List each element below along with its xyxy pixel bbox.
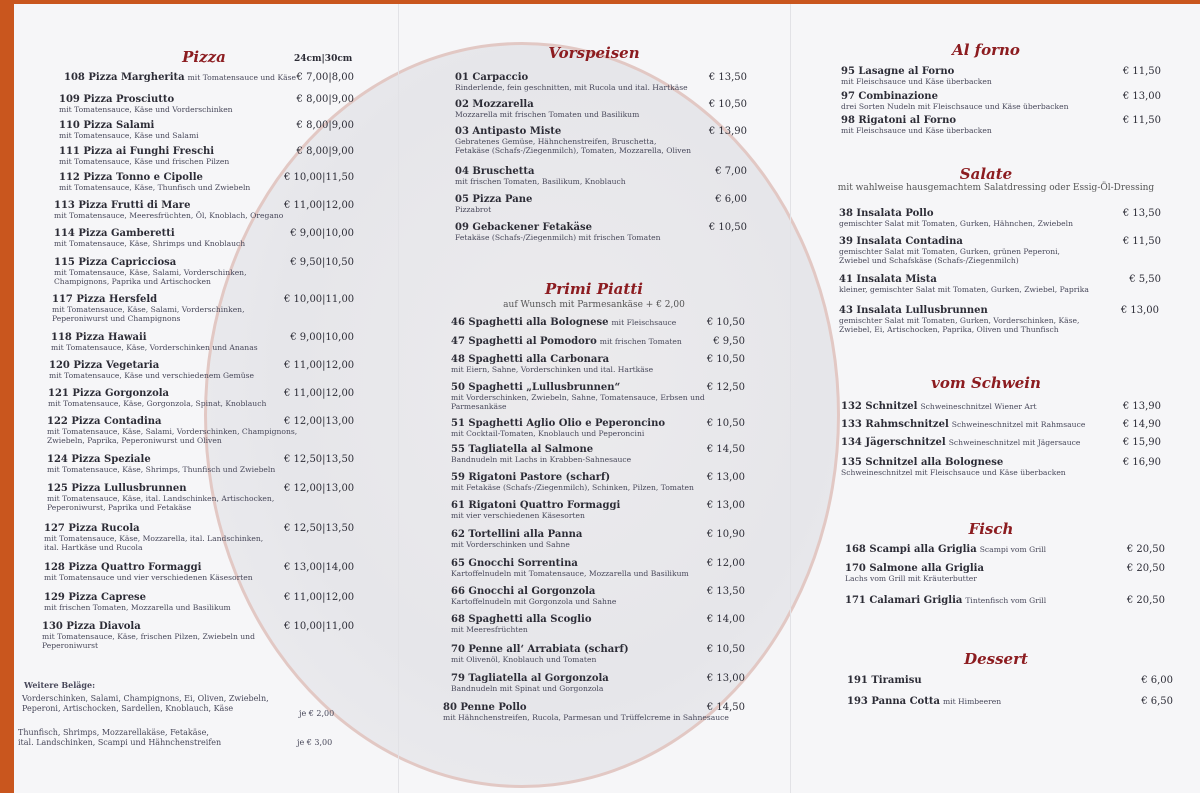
item-price: € 13,00|14,00 bbox=[284, 562, 355, 573]
item-name: 66 Gnocchi al Gorgonzola bbox=[451, 586, 596, 597]
item-name: 62 Tortellini alla Panna bbox=[451, 529, 583, 540]
item-price: € 13,00 bbox=[1122, 91, 1161, 102]
extras-group1-text: Vorderschinken, Salami, Champignons, Ei, Oliven, Zwiebeln, Peperoni, Artischocken, Sardellen, Knoblauch, Käse bbox=[22, 694, 269, 713]
item-description: mit Vorderschinken, Zwiebeln, Sahne, Tomatensauce, Erbsen und Parmesankäse bbox=[451, 393, 705, 411]
item-description: mit Tomatensauce, Käse, Mozzarella, ital. Landschinken, ital. Hartkäse und Rucola bbox=[44, 534, 264, 552]
item-price: € 8,00|9,00 bbox=[296, 94, 354, 105]
item-description: mit Cocktail-Tomaten, Knoblauch und Peperoncini bbox=[451, 429, 645, 438]
item-price: € 6,50 bbox=[1141, 696, 1173, 707]
vorspeisen-title: Vorspeisen bbox=[548, 44, 640, 62]
salate-subtitle: mit wahlweise hausgemachtem Salatdressing oder Essig-Öl-Dressing bbox=[837, 183, 1155, 193]
item-description: Mozzarella mit frischen Tomaten und Basilikum bbox=[455, 110, 640, 119]
item-price: € 14,50 bbox=[706, 702, 745, 713]
item-description: mit Tomatensauce, Käse und Vorderschinken bbox=[59, 105, 233, 114]
item-description: mit Tomatensauce, Käse, Thunfisch und Zwiebeln bbox=[59, 183, 251, 192]
item-name: 48 Spaghetti alla Carbonara bbox=[451, 354, 610, 365]
item-description: Bandnudeln mit Lachs in Krabben-Sahnesauce bbox=[451, 455, 632, 464]
item-description: gemischter Salat mit Tomaten, Gurken, Hähnchen, Zwiebeln bbox=[839, 219, 1073, 228]
item-description: mit Tomatensauce und vier verschiedenen Käsesorten bbox=[44, 573, 253, 582]
item-price: € 15,90 bbox=[1122, 437, 1161, 448]
item-price: € 6,00 bbox=[1141, 675, 1173, 686]
item-name: 61 Rigatoni Quattro Formaggi bbox=[451, 500, 621, 511]
item-name: 171 Calamari Griglia bbox=[845, 595, 963, 606]
item-price: € 5,50 bbox=[1129, 274, 1161, 285]
item-name: 43 Insalata Lullusbrunnen bbox=[839, 305, 988, 316]
item-description: mit Vorderschinken und Sahne bbox=[451, 540, 570, 549]
item-name: 118 Pizza Hawaii bbox=[51, 332, 147, 343]
item-description: mit Tomatensauce, Meeresfrüchten, Öl, Knoblach, Oregano bbox=[54, 211, 284, 220]
item-name: 121 Pizza Gorgonzola bbox=[48, 388, 170, 399]
item-name: 38 Insalata Pollo bbox=[839, 208, 934, 219]
item-price: € 10,50 bbox=[708, 222, 747, 233]
item-price: € 10,50 bbox=[706, 644, 745, 655]
dessert-title: Dessert bbox=[964, 650, 1028, 668]
item-description: mit Tomatensauce, Käse und frischen Pilzen bbox=[59, 157, 230, 166]
item-name: 117 Pizza Hersfeld bbox=[52, 294, 158, 305]
item-price: € 6,00 bbox=[715, 194, 747, 205]
item-price: € 10,50 bbox=[706, 317, 745, 328]
menu-item-193-panna-cotta bbox=[847, 696, 1147, 707]
primi-subtitle: auf Wunsch mit Parmesankäse + € 2,00 bbox=[503, 300, 685, 310]
item-name: 51 Spaghetti Aglio Olio e Peperoncino bbox=[451, 418, 666, 429]
item-name: 04 Bruschetta bbox=[455, 166, 535, 177]
item-name: 124 Pizza Speziale bbox=[47, 454, 151, 465]
panel-middle bbox=[398, 4, 791, 793]
salate-title: Salate bbox=[959, 165, 1013, 183]
item-price: € 10,90 bbox=[706, 529, 745, 540]
item-price: € 10,50 bbox=[706, 418, 745, 429]
item-name: 110 Pizza Salami bbox=[59, 120, 155, 131]
item-price: € 12,50 bbox=[706, 382, 745, 393]
item-price: € 11,00|12,00 bbox=[284, 360, 355, 371]
item-price: € 12,00 bbox=[706, 558, 745, 569]
item-description: Pizzabrot bbox=[455, 205, 492, 214]
item-name: 97 Combinazione bbox=[841, 91, 938, 102]
item-price: € 14,90 bbox=[1122, 419, 1161, 430]
item-price: € 20,50 bbox=[1126, 544, 1165, 555]
item-price: € 10,50 bbox=[708, 99, 747, 110]
panel-pizza bbox=[14, 4, 392, 793]
item-name: 50 Spaghetti „Lullusbrunnen“ bbox=[451, 382, 621, 393]
extras-group1-price: je € 2,00 bbox=[299, 709, 335, 718]
item-description: Lachs vom Grill mit Kräuterbutter bbox=[845, 574, 977, 583]
item-price: € 13,00 bbox=[706, 472, 745, 483]
item-description: Kartoffelnudeln mit Tomatensauce, Mozzarella und Basilikum bbox=[451, 569, 689, 578]
item-price: € 12,00|13,00 bbox=[284, 416, 355, 427]
item-name: 47 Spaghetti al Pomodoro bbox=[451, 336, 597, 347]
item-name: 122 Pizza Contadina bbox=[47, 416, 162, 427]
item-price: € 10,00|11,50 bbox=[284, 172, 355, 183]
item-price: € 13,00 bbox=[1120, 305, 1159, 316]
item-price: € 13,50 bbox=[708, 72, 747, 83]
item-description: mit Tomatensauce, Käse, Shrimps, Thunfisch und Zwiebeln bbox=[47, 465, 276, 474]
item-name: 113 Pizza Frutti di Mare bbox=[54, 200, 191, 211]
item-name: 46 Spaghetti alla Bolognese bbox=[451, 317, 609, 328]
item-name: 80 Penne Pollo bbox=[443, 702, 527, 713]
item-price: € 10,00|11,00 bbox=[284, 294, 355, 305]
item-inline-description: Schweineschnitzel Wiener Art bbox=[920, 402, 1037, 411]
item-name: 115 Pizza Capricciosa bbox=[54, 257, 177, 268]
schwein-title: vom Schwein bbox=[931, 374, 1041, 392]
item-description: mit Tomatensauce, Käse, Vorderschinken und Ananas bbox=[51, 343, 258, 352]
alforno-title: Al forno bbox=[952, 41, 1020, 59]
item-name: 65 Gnocchi Sorrentina bbox=[451, 558, 578, 569]
item-description: mit Tomatensauce, Käse, frischen Pilzen, Zwiebeln und Peperoniwurst bbox=[42, 632, 255, 650]
item-price: € 11,50 bbox=[1122, 115, 1161, 126]
item-price: € 13,50 bbox=[706, 586, 745, 597]
item-name: 120 Pizza Vegetaria bbox=[49, 360, 160, 371]
item-price: € 9,00|10,00 bbox=[290, 228, 354, 239]
item-description: gemischter Salat mit Tomaten, Gurken, grünen Peperoni, Zwiebel und Schafskäse (Schafs-/Ziegenmilch) bbox=[839, 247, 1060, 265]
item-price: € 7,00 bbox=[715, 166, 747, 177]
item-description: kleiner, gemischter Salat mit Tomaten, Gurken, Zwiebel, Paprika bbox=[839, 285, 1089, 294]
item-name: 127 Pizza Rucola bbox=[44, 523, 140, 534]
item-price: € 12,50|13,50 bbox=[284, 523, 355, 534]
item-name: 79 Tagliatella al Gorgonzola bbox=[451, 673, 609, 684]
item-name: 95 Lasagne al Forno bbox=[841, 66, 955, 77]
item-price: € 13,00 bbox=[706, 673, 745, 684]
item-price: € 16,90 bbox=[1122, 457, 1161, 468]
item-description: Fetakäse (Schafs-/Ziegenmilch) mit frischen Tomaten bbox=[455, 233, 661, 242]
item-price: € 8,00|9,00 bbox=[296, 120, 354, 131]
item-price: € 8,00|9,00 bbox=[296, 146, 354, 157]
item-price: € 9,00|10,00 bbox=[290, 332, 354, 343]
item-inline-description: mit Tomatensauce und Käse bbox=[187, 73, 297, 82]
item-price: € 20,50 bbox=[1126, 563, 1165, 574]
item-price: € 14,00 bbox=[706, 614, 745, 625]
item-name: 55 Tagliatella al Salmone bbox=[451, 444, 594, 455]
item-price: € 11,50 bbox=[1122, 236, 1161, 247]
fisch-title: Fisch bbox=[968, 520, 1014, 538]
item-description: mit Tomatensauce, Käse, ital. Landschinken, Artischocken, Peperoniwurst, Paprika und Fetakäse bbox=[47, 494, 275, 512]
item-inline-description: Scampi vom Grill bbox=[979, 545, 1047, 554]
item-name: 168 Scampi alla Griglia bbox=[845, 544, 977, 555]
item-description: mit Tomatensauce, Käse, Salami, Vorderschinken, Champignons, Zwiebeln, Paprika, Peperoniwurst und Oliven bbox=[47, 427, 298, 445]
item-name: 41 Insalata Mista bbox=[839, 274, 937, 285]
item-description: mit Tomatensauce, Käse, Shrimps und Knoblauch bbox=[54, 239, 246, 248]
item-description: mit Meeresfrüchten bbox=[451, 625, 528, 634]
item-name: 01 Carpaccio bbox=[455, 72, 529, 83]
item-inline-description: Tintenfisch vom Grill bbox=[965, 596, 1047, 605]
item-inline-description: mit frischen Tomaten bbox=[599, 337, 682, 346]
item-name: 59 Rigatoni Pastore (scharf) bbox=[451, 472, 611, 483]
item-price: € 12,50|13,50 bbox=[284, 454, 355, 465]
item-name: 39 Insalata Contadina bbox=[839, 236, 963, 247]
item-price: € 9,50 bbox=[713, 336, 745, 347]
item-name: 108 Pizza Margherita bbox=[64, 72, 185, 83]
item-name: 112 Pizza Tonno e Cipolle bbox=[59, 172, 203, 183]
item-price: € 20,50 bbox=[1126, 595, 1165, 606]
item-price: € 11,00|12,00 bbox=[284, 388, 355, 399]
item-price: € 13,00 bbox=[706, 500, 745, 511]
item-description: mit Fleischsauce und Käse überbacken bbox=[841, 126, 992, 135]
item-name: 05 Pizza Pane bbox=[455, 194, 533, 205]
item-name: 68 Spaghetti alla Scoglio bbox=[451, 614, 592, 625]
item-description: mit Hähnchenstreifen, Rucola, Parmesan und Trüffelcreme in Sahnesauce bbox=[443, 713, 729, 722]
item-price: € 7,00|8,00 bbox=[296, 72, 354, 83]
item-name: 132 Schnitzel bbox=[841, 401, 918, 412]
item-description: mit frischen Tomaten, Mozzarella und Basilikum bbox=[44, 603, 231, 612]
item-description: drei Sorten Nudeln mit Fleischsauce und Käse überbacken bbox=[841, 102, 1069, 111]
item-description: Rinderlende, fein geschnitten, mit Rucola und ital. Hartkäse bbox=[455, 83, 688, 92]
item-price: € 13,90 bbox=[708, 126, 747, 137]
item-name: 170 Salmone alla Griglia bbox=[845, 563, 984, 574]
item-name: 129 Pizza Caprese bbox=[44, 592, 147, 603]
item-name: 133 Rahmschnitzel bbox=[841, 419, 949, 430]
extras-title: Weitere Beläge: bbox=[24, 680, 96, 690]
item-description: mit Tomatensauce, Käse, Gorgonzola, Spinat, Knoblauch bbox=[48, 399, 267, 408]
menu-card bbox=[14, 4, 1200, 793]
item-price: € 13,50 bbox=[1122, 208, 1161, 219]
item-price: € 11,50 bbox=[1122, 66, 1161, 77]
item-price: € 10,00|11,00 bbox=[284, 621, 355, 632]
item-name: 09 Gebackener Fetakäse bbox=[455, 222, 592, 233]
item-price: € 11,00|12,00 bbox=[284, 200, 355, 211]
item-description: mit Tomatensauce, Käse, Salami, Vorderschinken, Champignons, Paprika und Artischocken bbox=[54, 268, 247, 286]
primi-title: Primi Piatti bbox=[545, 280, 643, 298]
menu-item-191-tiramisu bbox=[847, 675, 1147, 686]
item-inline-description: Schweineschnitzel mit Jägersauce bbox=[948, 438, 1081, 447]
pizza-size-header: 24cm|30cm bbox=[294, 54, 353, 64]
item-description: mit vier verschiedenen Käsesorten bbox=[451, 511, 585, 520]
item-description: mit frischen Tomaten, Basilikum, Knoblauch bbox=[455, 177, 626, 186]
item-price: € 10,50 bbox=[706, 354, 745, 365]
item-name: 98 Rigatoni al Forno bbox=[841, 115, 957, 126]
item-description: Kartoffelnudeln mit Gorgonzola und Sahne bbox=[451, 597, 617, 606]
item-inline-description: Schweineschnitzel mit Rahmsauce bbox=[951, 420, 1086, 429]
item-inline-description: mit Fleischsauce bbox=[611, 318, 677, 327]
item-price: € 12,00|13,00 bbox=[284, 483, 355, 494]
item-name: 134 Jägerschnitzel bbox=[841, 437, 946, 448]
item-price: € 9,50|10,50 bbox=[290, 257, 354, 268]
item-description: mit Tomatensauce, Käse und verschiedenem Gemüse bbox=[49, 371, 255, 380]
item-price: € 13,90 bbox=[1122, 401, 1161, 412]
item-description: mit Olivenöl, Knoblauch und Tomaten bbox=[451, 655, 597, 664]
item-name: 03 Antipasto Miste bbox=[455, 126, 562, 137]
panel-right bbox=[790, 4, 1200, 793]
item-name: 114 Pizza Gamberetti bbox=[54, 228, 175, 239]
item-description: mit Eiern, Sahne, Vorderschinken und ital. Hartkäse bbox=[451, 365, 654, 374]
item-price: € 11,00|12,00 bbox=[284, 592, 355, 603]
item-description: mit Fetakäse (Schafs-/Ziegenmilch), Schinken, Pilzen, Tomaten bbox=[451, 483, 694, 492]
item-description: mit Tomatensauce, Käse und Salami bbox=[59, 131, 199, 140]
item-name: 125 Pizza Lullusbrunnen bbox=[47, 483, 187, 494]
item-description: gemischter Salat mit Tomaten, Gurken, Vorderschinken, Käse, Zwiebel, Ei, Artischocken, Paprika, Oliven und Thunfisch bbox=[839, 316, 1080, 334]
item-inline-description: mit Himbeeren bbox=[942, 697, 1002, 706]
item-name: 135 Schnitzel alla Bolognese bbox=[841, 457, 1004, 468]
extras-group2-text: Thunfisch, Shrimps, Mozzarellakäse, Fetakäse, ital. Landschinken, Scampi und Hähnchenstreifen bbox=[18, 728, 222, 747]
item-name: 193 Panna Cotta bbox=[847, 696, 940, 707]
item-name: 70 Penne all‘ Arrabiata (scharf) bbox=[451, 644, 629, 655]
pizza-title: Pizza bbox=[182, 48, 226, 66]
item-name: 128 Pizza Quattro Formaggi bbox=[44, 562, 202, 573]
item-description: Bandnudeln mit Spinat und Gorgonzola bbox=[451, 684, 604, 693]
item-name: 109 Pizza Prosciutto bbox=[59, 94, 175, 105]
item-name: 191 Tiramisu bbox=[847, 675, 922, 686]
item-description: Schweineschnitzel mit Fleischsauce und Käse überbacken bbox=[841, 468, 1066, 477]
item-name: 111 Pizza ai Funghi Freschi bbox=[59, 146, 215, 157]
item-description: mit Fleischsauce und Käse überbacken bbox=[841, 77, 992, 86]
item-name: 130 Pizza Diavola bbox=[42, 621, 141, 632]
extras-group2-price: je € 3,00 bbox=[297, 738, 333, 747]
item-description: Gebratenes Gemüse, Hähnchenstreifen, Bruschetta, Fetakäse (Schafs-/Ziegenmilch), Tomaten, Mozzarella, Oliven bbox=[455, 137, 691, 155]
item-description: mit Tomatensauce, Käse, Salami, Vorderschinken, Peperoniwurst und Champignons bbox=[52, 305, 245, 323]
item-name: 02 Mozzarella bbox=[455, 99, 534, 110]
item-price: € 14,50 bbox=[706, 444, 745, 455]
